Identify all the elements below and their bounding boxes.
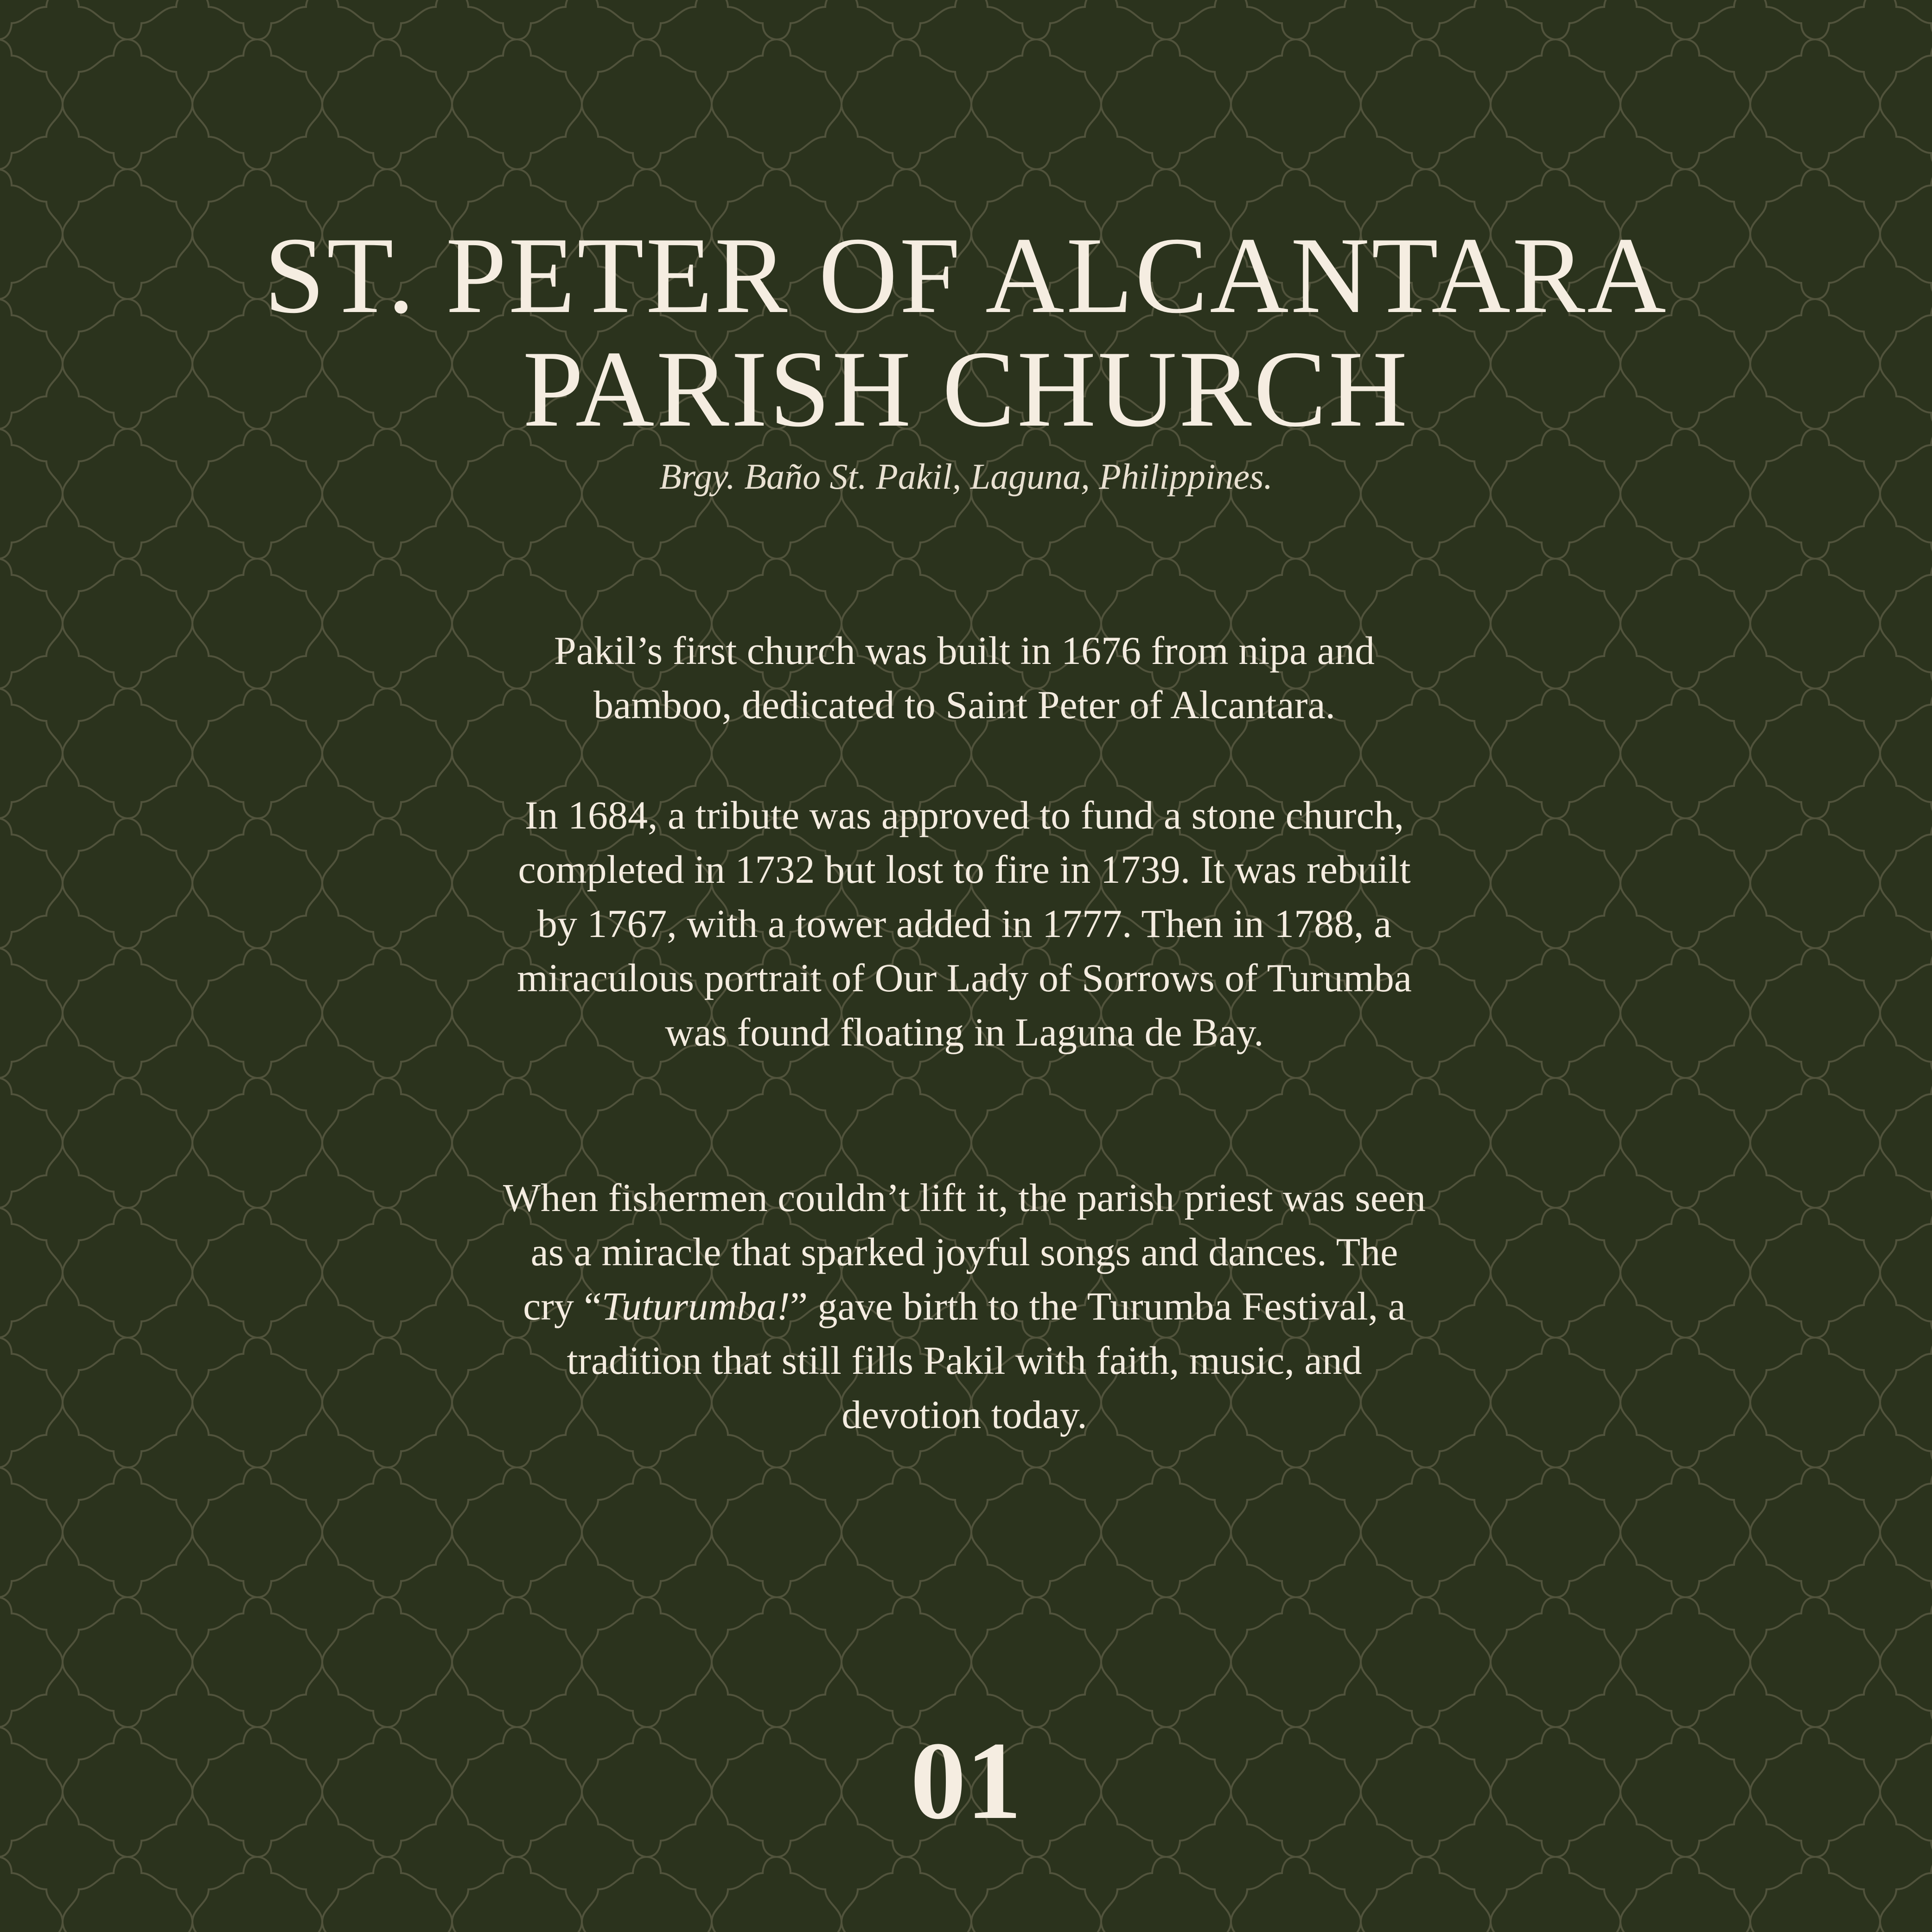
page-title-line-1: ST. PETER OF ALCANTARA xyxy=(264,215,1668,336)
paragraph-turumba-text-start: When fishermen couldn’t lift it, the parish priest was seen as a miracle that sparked joyful songs and dances. The cry “ xyxy=(503,1175,1426,1328)
location-subtitle: Brgy. Baño St. Pakil, Laguna, Philippines. xyxy=(659,456,1273,497)
page-title-line-2: PARISH CHURCH xyxy=(523,329,1409,450)
paragraph-turumba-text-end: ” gave birth to the Turumba Festival, a tradition that still fills Pakil with faith, music, and devotion today. xyxy=(567,1284,1406,1437)
paragraph-history: In 1684, a tribute was approved to fund a stone church, completed in 1732 but lost to fire in 1739. It was rebuilt by 1767, with a tower added in 1777. Then in 1788, a miraculous portrait of Our Lady of Sorrows of Turumba was found floating in Laguna de Bay. xyxy=(517,793,1412,1054)
paragraph-first-church: Pakil’s first church was built in 1676 from nipa and bamboo, dedicated to Saint Peter of Alcantara. xyxy=(554,628,1375,727)
page-number: 01 xyxy=(910,1719,1022,1842)
paragraph-turumba xyxy=(501,1171,1428,1442)
paragraph-turumba-emphasis: Tuturumba! xyxy=(601,1284,790,1328)
